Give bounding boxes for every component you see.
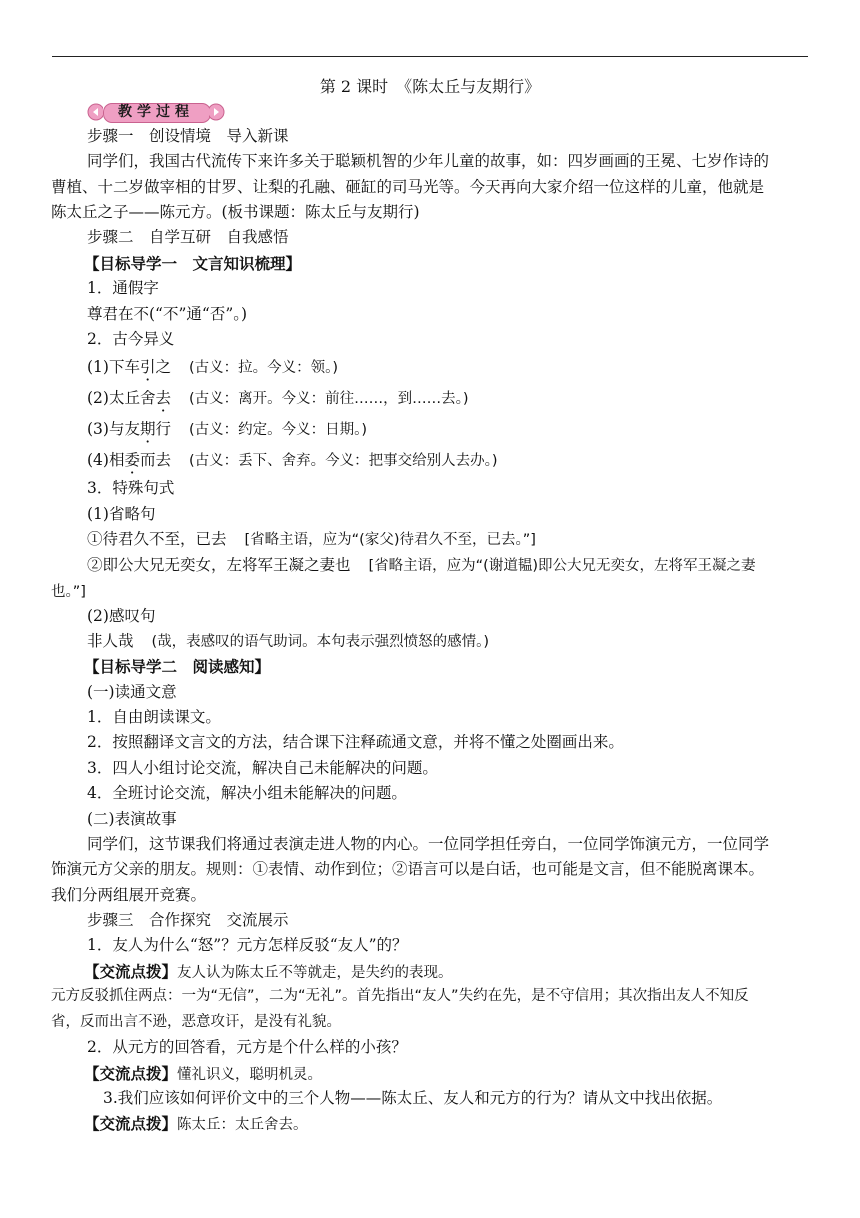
question-2: 2．从元方的回答看，元方是个什么样的小孩？ <box>87 1038 407 1057</box>
read-item: 4．全班讨论交流，解决小组未能解决的问题。 <box>87 784 407 803</box>
read-item: 2．按照翻译文言文的方法，结合课下注释疏通文意，并将不懂之处圈画出来。 <box>87 733 624 752</box>
answer-3: 【交流点拨】陈太丘：太丘舍去。 <box>84 1114 308 1134</box>
archaic-item: (1)下车引之 (古义：拉。今义：领。) <box>87 358 339 377</box>
lesson-title: 第 2 课时 《陈太丘与友期行》 <box>319 77 541 96</box>
arrow-right-icon <box>209 103 225 121</box>
topic3-sub1: (1)省略句 <box>87 504 156 523</box>
sentence-3: 非人哉 (哉，表感叹的语气助词。本句表示强烈愤怒的感情。) <box>87 631 490 650</box>
read-item: 3．四人小组讨论交流，解决自己未能解决的问题。 <box>87 758 438 777</box>
answer-1: 【交流点拨】友人认为陈太丘不等就走，是失约的表现。 <box>84 961 453 981</box>
answer-1-detail: 元方反驳抓住两点：一为“无信”，二为“无礼”。首先指出“友人”失约在先，是不守信用；其次指出友人不知反省，反而出言不逊，恶意攻讦，是没有礼貌。 <box>51 988 749 1030</box>
topic3-title: 3．特殊句式 <box>87 479 175 498</box>
step1-paragraph: 同学们，我国古代流传下来许多关于聪颖机智的少年儿童的故事，如：四岁画画的王冕、七岁作诗的曹植、十二岁做宰相的甘罗、让梨的孔融、砸缸的司马光等。今天再向大家介绍一位这样的儿童，他就是陈太丘之子——陈元方。(板书课题：陈太丘与友期行) <box>51 152 770 222</box>
step1-heading: 步骤一 创设情境 导入新课 <box>87 127 289 145</box>
document-body <box>51 124 807 1137</box>
sentence-2: ②即公大兄无奕女，左将军王凝之妻也 [省略主语，应为“(谢道韫)即公大兄无奕女，左将军王凝之妻也。”] <box>51 555 756 600</box>
act-title: (二)表演故事 <box>87 809 177 828</box>
answer-2: 【交流点拨】懂礼识义，聪明机灵。 <box>84 1063 323 1083</box>
archaic-item: (2)太丘舍去 (古义：离开。今义：前往……，到……去。) <box>87 389 469 408</box>
question-3: 3.我们应该如何评价文中的三个人物——陈太丘、友人和元方的行为？请从文中找出依据。 <box>103 1088 723 1107</box>
sentence-1: ①待君久不至，已去 [省略主语，应为“(家父)待君久不至，已去。”] <box>87 530 536 549</box>
section-badge <box>87 101 225 123</box>
topic1-item: 尊君在不(“不”通“否”。) <box>87 304 248 323</box>
header-rule <box>52 56 808 57</box>
step3-heading: 步骤三 合作探究 交流展示 <box>87 911 289 930</box>
badge-label: 教学过程 <box>118 104 194 120</box>
read-item: 1．自由朗读课文。 <box>87 708 221 727</box>
topic2-title: 2．古今异义 <box>87 329 175 348</box>
topic1-title: 1．通假字 <box>87 279 159 298</box>
archaic-item: (4)相委而去 (古义：丢下、舍弃。今义：把事交给别人去办。) <box>87 451 498 470</box>
act-paragraph: 同学们，这节课我们将通过表演走进人物的内心。一位同学担任旁白，一位同学饰演元方，一位同学饰演元方父亲的朋友。规则：①表情、动作到位；②语言可以是白话，也可能是文言，但不能脱离课本。我们分两组展开竞赛。 <box>51 835 770 904</box>
question-1: 1．友人为什么“怒”？元方怎样反驳“友人”的？ <box>87 936 408 955</box>
goal1-heading: 【目标导学一 文言知识梳理】 <box>84 253 302 273</box>
goal2-heading: 【目标导学二 阅读感知】 <box>84 657 271 677</box>
step2-heading: 步骤二 自学互研 自我感悟 <box>87 228 289 247</box>
arrow-left-icon <box>87 103 103 121</box>
archaic-item: (3)与友期行 (古义：约定。今义：日期。) <box>87 420 368 439</box>
topic3-sub2: (2)感叹句 <box>87 606 156 625</box>
read-title: (一)读通文意 <box>87 682 177 701</box>
